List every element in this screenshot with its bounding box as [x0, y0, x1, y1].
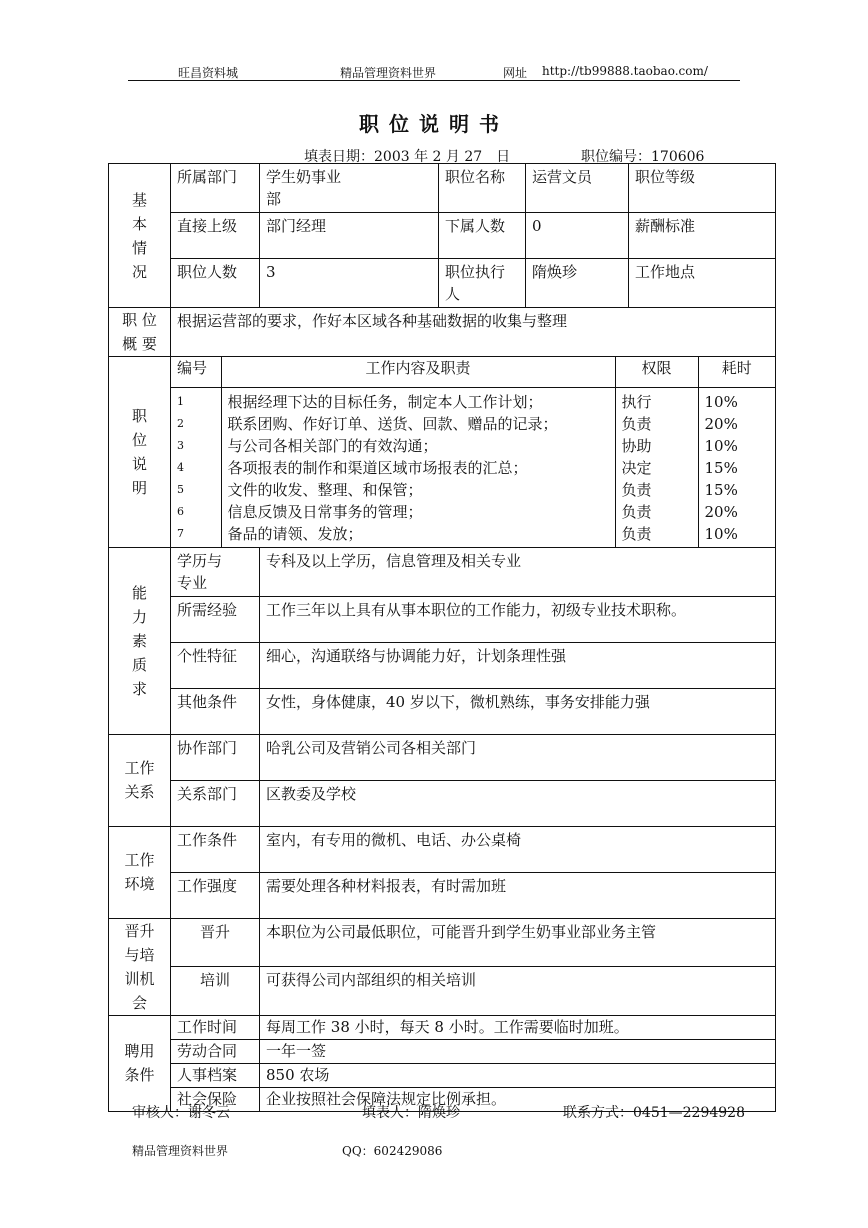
environment-label: 工作强度: [171, 872, 260, 918]
duty-no: 7: [177, 526, 184, 540]
duty-time: 15%: [704, 458, 738, 477]
basic-row-1: [109, 164, 776, 213]
basic-cell: 运营文员: [526, 164, 629, 213]
relations-label: 关系部门: [171, 780, 260, 826]
section-relations: 工作关系: [109, 734, 171, 826]
duty-content: 联系团购、作好订单、送货、回款、赠品的记录；: [227, 414, 558, 433]
ability-value: 工作三年以上具有从事本职位的工作能力，初级专业技术职称。: [260, 596, 776, 642]
ability-value: 女性，身体健康，40 岁以下，微机熟练，事务安排能力强: [260, 688, 776, 734]
duty-time: 10%: [704, 524, 738, 543]
basic-cell: 下属人数: [439, 213, 526, 259]
duty-no: 6: [177, 504, 184, 518]
section-ability: 能力素质求: [109, 547, 171, 734]
environment-value: 室内，有专用的微机、电话、办公桌椅: [260, 826, 776, 872]
duties-header-no: 编号: [171, 357, 221, 387]
bottom-qq: QQ：602429086: [342, 1144, 443, 1158]
duty-no: 5: [177, 482, 184, 496]
basic-cell: 隋焕珍: [526, 259, 629, 308]
employment-value: 每周工作 38 小时，每天 8 小时。工作需要临时加班。: [260, 1015, 776, 1039]
duties-body: [171, 387, 775, 547]
section-employment: 聘用条件: [109, 1015, 171, 1111]
relations-value: 区教委及学校: [260, 780, 776, 826]
employment-value: 850 农场: [260, 1063, 776, 1087]
basic-cell: 直接上级: [171, 213, 260, 259]
summary-text: 根据运营部的要求，作好本区域各种基础数据的收集与整理: [171, 308, 776, 357]
employment-label: 人事档案: [171, 1063, 260, 1087]
employment-label: 工作时间: [171, 1015, 260, 1039]
duties-header-time: 耗时: [698, 357, 775, 387]
employment-row: [109, 1063, 776, 1087]
duty-content: 信息反馈及日常事务的管理；: [227, 502, 423, 521]
employment-label: 劳动合同: [171, 1039, 260, 1063]
footer-filler: 填表人：隋焕珍: [362, 1105, 460, 1121]
duty-auth: 负责: [621, 502, 652, 521]
promotion-row: [109, 918, 776, 967]
duties-header: [171, 357, 775, 387]
ability-value: 细心，沟通联络与协调能力好，计划条理性强: [260, 642, 776, 688]
header-url-label: 网址: [503, 66, 528, 80]
duty-auth: 决定: [621, 458, 652, 477]
basic-row-3: [109, 259, 776, 308]
duty-time: 10%: [704, 436, 738, 455]
basic-cell: 职位等级: [629, 164, 776, 213]
duty-content: 与公司各相关部门的有效沟通；: [227, 436, 438, 455]
promotion-label: 晋升: [171, 918, 260, 967]
header-shop: 旺昌资料城: [178, 66, 239, 80]
basic-cell: 薪酬标准: [629, 213, 776, 259]
basic-row-2: [109, 213, 776, 259]
header-site: 精品管理资料世界: [340, 66, 437, 80]
ability-row: [109, 547, 776, 596]
basic-cell: 职位执行人: [439, 259, 526, 308]
ability-label: 其他条件: [171, 688, 260, 734]
basic-cell: 0: [526, 213, 629, 259]
duties-header-content: 工作内容及职责: [221, 357, 615, 387]
section-promotion: 晋升与培训机会: [109, 918, 171, 1015]
duties-row: [109, 357, 776, 548]
basic-cell: 职位人数: [171, 259, 260, 308]
duty-auth: 负责: [621, 414, 652, 433]
duty-no: 4: [177, 460, 184, 474]
duty-content: 备品的请领、发放；: [227, 524, 363, 543]
basic-cell: 3: [260, 259, 439, 308]
duty-no: 1: [177, 394, 184, 408]
ability-row: [109, 642, 776, 688]
duty-auth: 负责: [621, 480, 652, 499]
header-divider: [128, 80, 740, 81]
employment-value: 企业按照社会保障法规定比例承担。: [260, 1087, 776, 1111]
promotion-row: [109, 967, 776, 1016]
duty-time: 10%: [704, 392, 738, 411]
employment-row: [109, 1015, 776, 1039]
header-url[interactable]: http://tb99888.taobao.com/: [542, 64, 708, 78]
duties-header-auth: 权限: [615, 357, 698, 387]
section-basic: 基本情况: [109, 164, 171, 308]
relations-value: 哈乳公司及营销公司各相关部门: [260, 734, 776, 780]
duty-no: 3: [177, 438, 184, 452]
duty-no: 2: [177, 416, 184, 430]
fill-date: 填表日期：2003 年 2 月 27 日: [304, 149, 511, 165]
promotion-value: 本职位为公司最低职位，可能晋升到学生奶事业部业务主管: [260, 918, 776, 967]
basic-cell: 所属部门: [171, 164, 260, 213]
duties-table: [171, 357, 775, 547]
duty-content: 各项报表的制作和渠道区域市场报表的汇总；: [227, 458, 528, 477]
duty-content: 文件的收发、整理、和保管；: [227, 480, 423, 499]
footer-reviewer: 审核人：谢冬云: [132, 1105, 230, 1121]
relations-row: [109, 780, 776, 826]
duty-time: 15%: [704, 480, 738, 499]
section-summary: 职 位 概 要: [109, 308, 171, 357]
employment-label: 社会保险: [171, 1087, 260, 1111]
page-title: 职位说明书: [359, 112, 509, 136]
relations-row: [109, 734, 776, 780]
environment-row: [109, 826, 776, 872]
ability-label: 所需经验: [171, 596, 260, 642]
duty-auth: 协助: [621, 436, 652, 455]
summary-row: [109, 308, 776, 357]
basic-cell: 职位名称: [439, 164, 526, 213]
job-description-table: [108, 163, 776, 1112]
duty-time: 20%: [704, 502, 738, 521]
duty-auth: 执行: [621, 392, 652, 411]
duty-auth: 负责: [621, 524, 652, 543]
ability-label: 个性特征: [171, 642, 260, 688]
duty-time: 20%: [704, 414, 738, 433]
relations-label: 协作部门: [171, 734, 260, 780]
section-environment: 工作环境: [109, 826, 171, 918]
basic-cell: 工作地点: [629, 259, 776, 308]
bottom-site: 精品管理资料世界: [132, 1144, 229, 1158]
promotion-label: 培训: [171, 967, 260, 1016]
employment-value: 一年一签: [260, 1039, 776, 1063]
ability-value: 专科及以上学历，信息管理及相关专业: [260, 547, 776, 596]
promotion-value: 可获得公司内部组织的相关培训: [260, 967, 776, 1016]
section-duties: 职位说明: [109, 357, 171, 548]
basic-cell: 学生奶事业部: [260, 164, 439, 213]
footer-contact: 联系方式：0451—2294928: [563, 1105, 745, 1121]
environment-value: 需要处理各种材料报表，有时需加班: [260, 872, 776, 918]
employment-row: [109, 1039, 776, 1063]
basic-cell: 部门经理: [260, 213, 439, 259]
ability-row: [109, 688, 776, 734]
job-code: 职位编号：170606: [581, 149, 705, 165]
duty-content: 根据经理下达的目标任务，制定本人工作计划；: [227, 392, 543, 411]
environment-row: [109, 872, 776, 918]
ability-row: [109, 596, 776, 642]
environment-label: 工作条件: [171, 826, 260, 872]
ability-label: 学历与专业: [171, 547, 260, 596]
